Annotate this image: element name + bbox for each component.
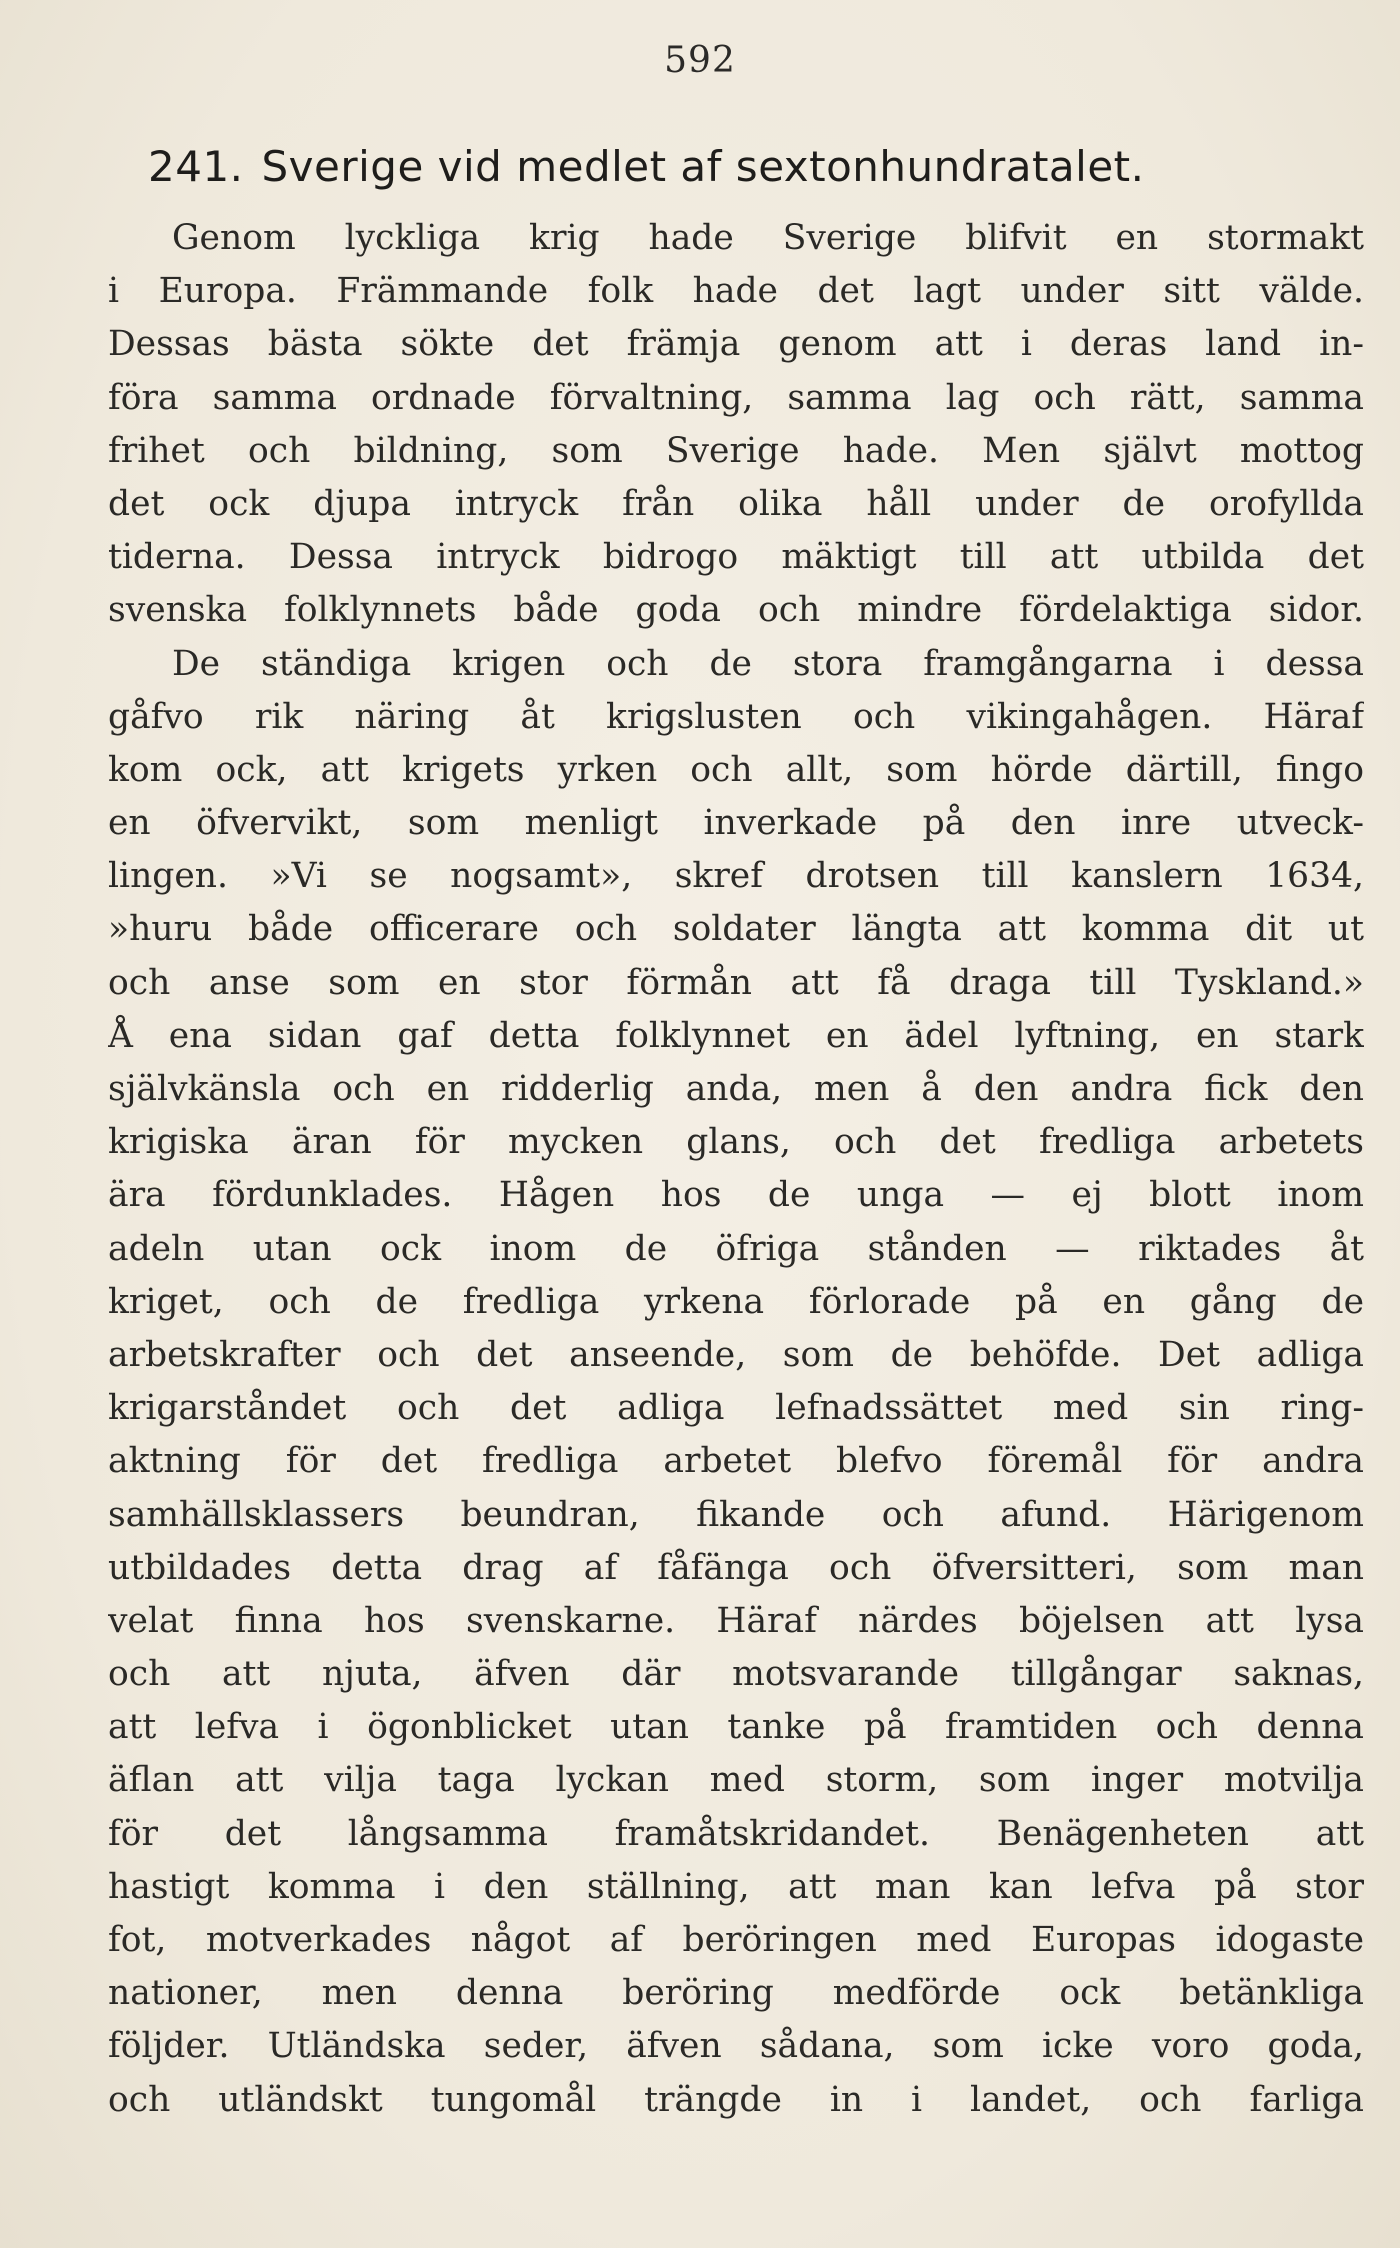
text-line: svenska folklynnets både goda och mindre fördelaktiga sidor. xyxy=(108,590,1364,631)
text-line: gåfvo rik näring åt krigslusten och vikingahågen. Häraf xyxy=(108,696,1364,737)
text-line: en öfvervikt, som menligt inverkade på den inre utveck- xyxy=(108,803,1364,844)
text-line: föra samma ordnade förvaltning, samma lag och rätt, samma xyxy=(108,377,1364,418)
text-line: Genom lyckliga krig hade Sverige blifvit en stormakt xyxy=(172,218,1364,258)
text-line: och anse som en stor förmån att få draga till Tyskland.» xyxy=(108,962,1364,1003)
page-number: 592 xyxy=(664,40,736,81)
text-line: »huru både officerare och soldater längta att komma dit ut xyxy=(108,909,1364,950)
text-line: tiderna. Dessa intryck bidrogo mäktigt till att utbilda det xyxy=(108,537,1364,578)
text-line: följder. Utländska seder, äfven sådana, som icke voro goda, xyxy=(108,2026,1364,2067)
text-line: samhällsklassers beundran, fikande och afund. Härigenom xyxy=(108,1494,1364,1535)
text-line: nationer, men denna beröring medförde ock betänkliga xyxy=(108,1973,1364,2014)
text-line: De ständiga krigen och de stora framgångarna i dessa xyxy=(172,643,1364,684)
text-line: aktning för det fredliga arbetet blefvo föremål för andra xyxy=(108,1441,1364,1482)
text-line: krigiska äran för mycken glans, och det fredliga arbetets xyxy=(108,1122,1364,1163)
text-line: velat finna hos svenskarne. Häraf närdes böjelsen att lysa xyxy=(108,1600,1364,1641)
text-line: och att njuta, äfven där motsvarande tillgångar saknas, xyxy=(108,1654,1364,1695)
text-line: frihet och bildning, som Sverige hade. Men självt mottog xyxy=(108,430,1364,471)
text-line: ära fördunklades. Hågen hos de unga — ej blott inom xyxy=(108,1175,1364,1216)
text-line: i Europa. Främmande folk hade det lagt under sitt välde. xyxy=(108,271,1364,312)
section-title: Sverige vid medlet af sextonhundratalet. xyxy=(261,142,1145,191)
text-line: äflan att vilja taga lyckan med storm, som inger motvilja xyxy=(108,1760,1364,1801)
text-line: kriget, och de fredliga yrkena förlorade på en gång de xyxy=(108,1281,1364,1322)
text-line: lingen. »Vi se nogsamt», skref drotsen till kanslern 1634, xyxy=(108,856,1364,897)
text-line: Dessas bästa sökte det främja genom att i deras land in- xyxy=(108,324,1364,365)
text-line: för det långsamma framåtskridandet. Benägenheten att xyxy=(108,1813,1364,1854)
text-line: arbetskrafter och det anseende, som de behöfde. Det adliga xyxy=(108,1334,1364,1375)
text-line: krigarståndet och det adliga lefnadssättet med sin ring- xyxy=(108,1388,1364,1429)
text-line: självkänsla och en ridderlig anda, men å den andra fick den xyxy=(108,1069,1364,1109)
text-line: och utländskt tungomål trängde in i landet, och farliga xyxy=(108,2079,1364,2120)
text-line: kom ock, att krigets yrken och allt, som hörde därtill, fingo xyxy=(108,749,1364,790)
text-line: det ock djupa intryck från olika håll under de orofyllda xyxy=(108,483,1364,524)
text-line: att lefva i ögonblicket utan tanke på framtiden och denna xyxy=(108,1707,1364,1748)
text-line: utbildades detta drag af fåfänga och öfversitteri, som man xyxy=(108,1547,1364,1588)
text-line: adeln utan ock inom de öfriga stånden — riktades åt xyxy=(108,1228,1364,1269)
text-line: fot, motverkades något af beröringen med Europas idogaste xyxy=(108,1920,1364,1960)
text-line: hastigt komma i den ställning, att man kan lefva på stor xyxy=(108,1866,1364,1907)
text-line: Å ena sidan gaf detta folklynnet en ädel lyftning, en stark xyxy=(108,1015,1364,1056)
body-text xyxy=(108,212,1364,2127)
section-number: 241. xyxy=(148,142,244,191)
section-heading xyxy=(148,142,1358,191)
